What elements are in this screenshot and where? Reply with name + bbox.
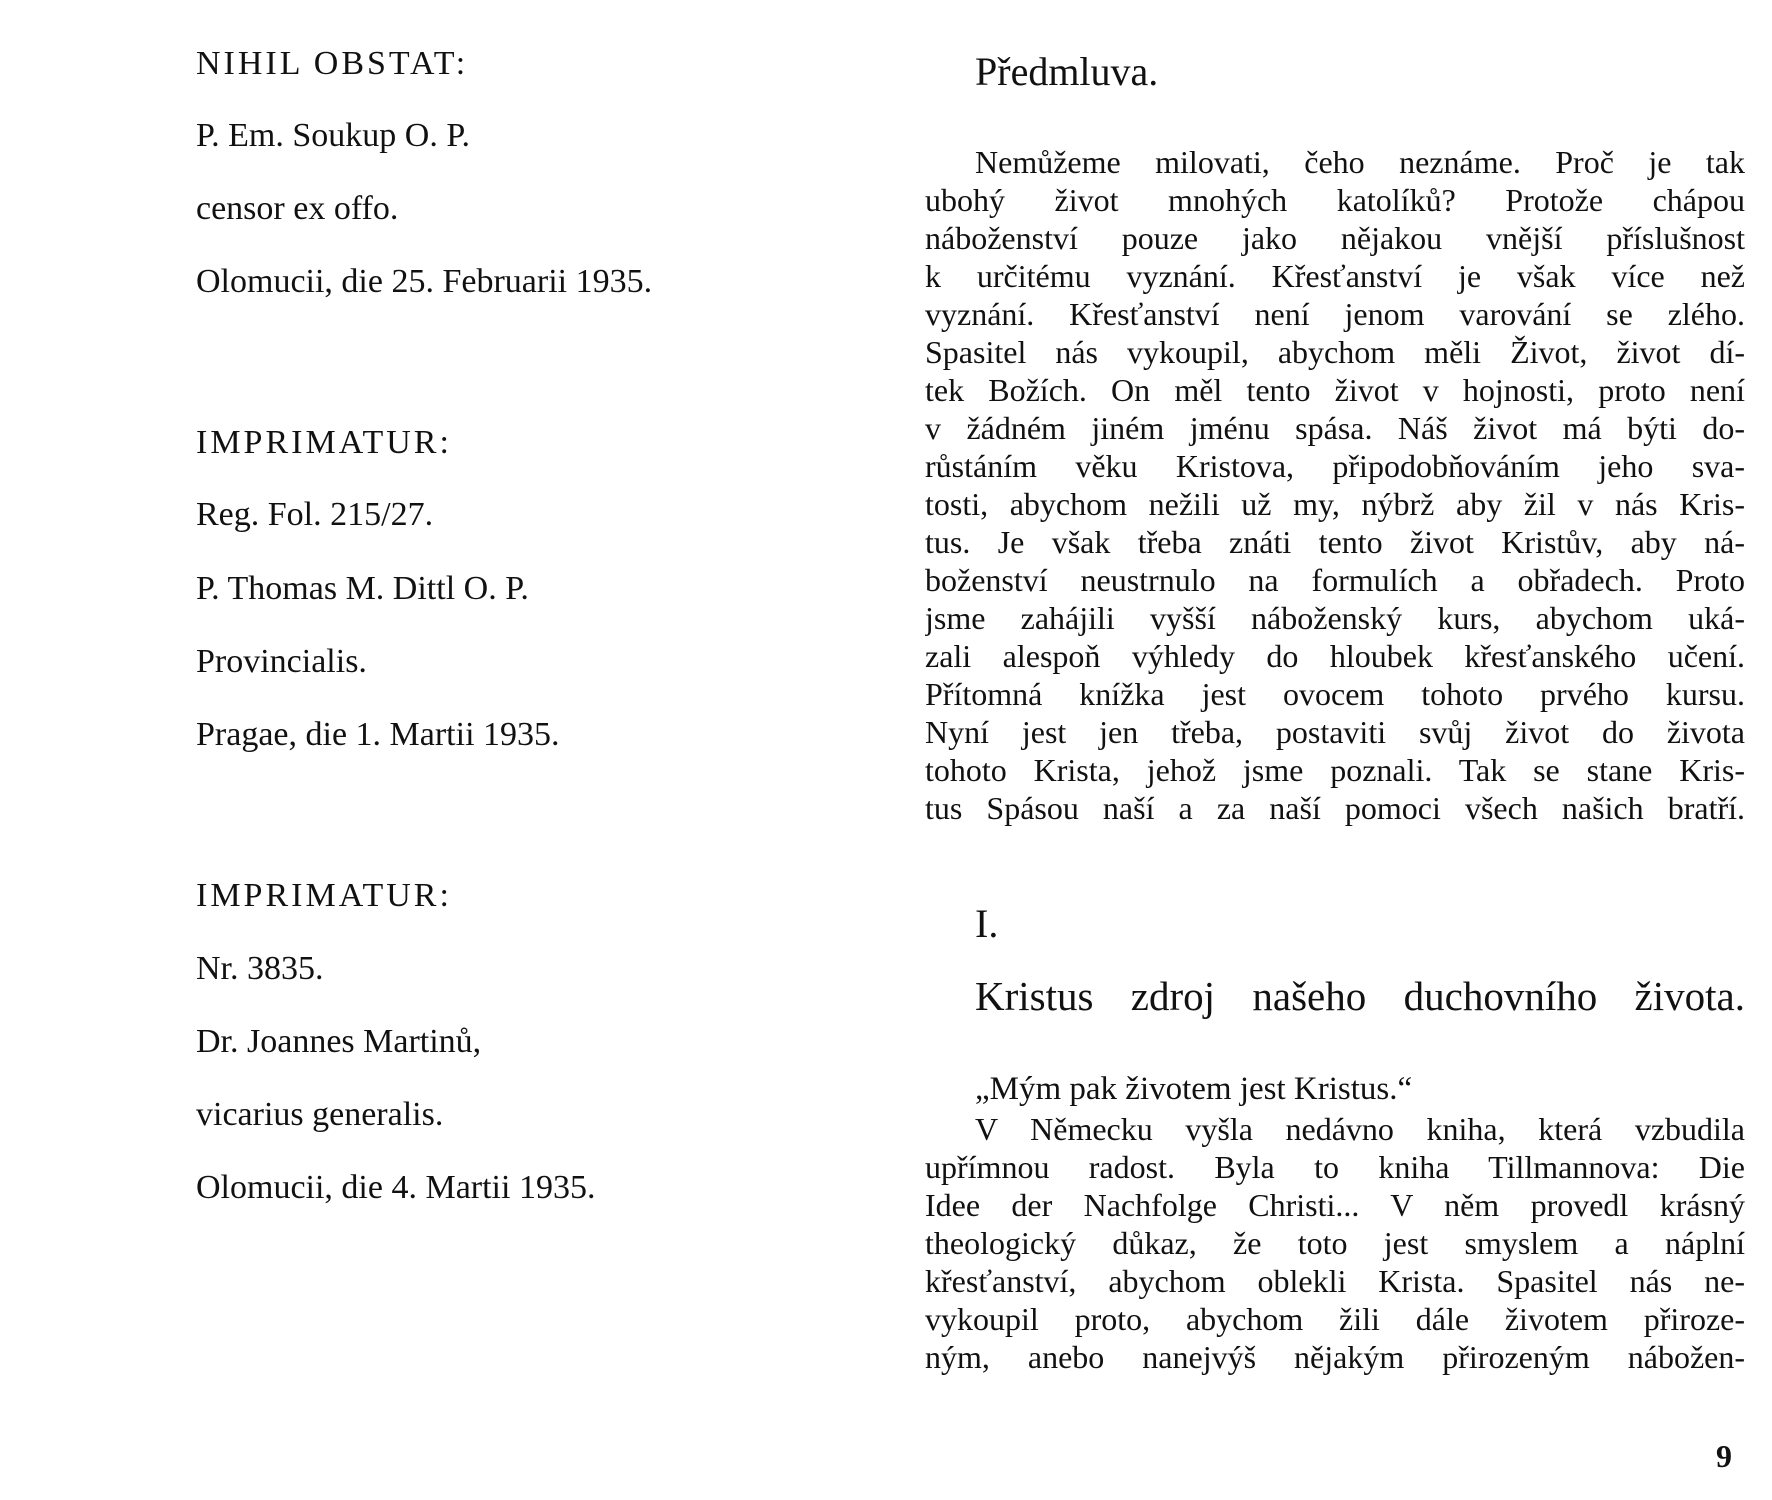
- preface-line: tus Spásou naší a za naší pomoci všech našich bratří.: [925, 790, 1745, 826]
- imprimatur-1-name: P. Thomas M. Dittl O. P.: [196, 570, 529, 607]
- imprimatur-1-role: Provincialis.: [196, 643, 367, 680]
- preface-title: Předmluva.: [975, 49, 1159, 94]
- imprimatur-2-role: vicarius generalis.: [196, 1096, 444, 1133]
- preface-line: Spasitel nás vykoupil, abychom měli Život, život dí-: [925, 334, 1745, 370]
- preface-line: růstáním věku Kristova, připodobňováním jeho sva-: [925, 448, 1745, 484]
- preface-line: náboženství pouze jako nějakou vnější příslušnost: [925, 220, 1745, 256]
- preface-line: vyznání. Křesťanství není jenom varování se zlého.: [925, 296, 1745, 332]
- nihil-obstat-heading: NIHIL OBSTAT:: [196, 45, 469, 82]
- chapter-line: V Německu vyšla nedávno kniha, která vzbudila: [975, 1111, 1745, 1147]
- preface-line: v žádném jiném jménu spása. Náš život má býti do-: [925, 410, 1745, 446]
- nihil-obstat-place-date: Olomucii, die 25. Februarii 1935.: [196, 263, 653, 300]
- imprimatur-2-reg: Nr. 3835.: [196, 950, 324, 987]
- chapter-title: Kristus zdroj našeho duchovního života.: [975, 973, 1745, 1019]
- imprimatur-1-heading: IMPRIMATUR:: [196, 424, 452, 461]
- left-page: [0, 0, 840, 1500]
- imprimatur-2-place-date: Olomucii, die 4. Martii 1935.: [196, 1169, 596, 1206]
- chapter-line: křesťanství, abychom oblekli Krista. Spasitel nás ne-: [925, 1263, 1745, 1299]
- chapter-line: theologický důkaz, že toto jest smyslem a náplní: [925, 1225, 1745, 1261]
- chapter-line: Idee der Nachfolge Christi... V něm provedl krásný: [925, 1187, 1745, 1223]
- preface-text: [925, 143, 1745, 827]
- chapter-line: ným, anebo nanejvýš nějakým přirozeným nábožen-: [925, 1339, 1745, 1375]
- preface-line: tek Božích. On měl tento život v hojnosti, proto není: [925, 372, 1745, 408]
- imprimatur-1-reg: Reg. Fol. 215/27.: [196, 496, 434, 533]
- imprimatur-1-place-date: Pragae, die 1. Martii 1935.: [196, 716, 560, 753]
- preface-line: tohoto Krista, jehož jsme poznali. Tak se stane Kris-: [925, 752, 1745, 788]
- preface-line: zali alespoň výhledy do hloubek křesťanského učení.: [925, 638, 1745, 674]
- chapter-line: upřímnou radost. Byla to kniha Tillmannova: Die: [925, 1149, 1745, 1185]
- censor-role: censor ex offo.: [196, 190, 399, 227]
- chapter-number: I.: [975, 901, 999, 946]
- preface-line: boženství neustrnulo na formulích a obřadech. Proto: [925, 562, 1745, 598]
- imprimatur-2-name: Dr. Joannes Martinů,: [196, 1023, 482, 1060]
- preface-line: ubohý život mnohých katolíků? Protože chápou: [925, 182, 1745, 218]
- chapter-epigraph: „Mým pak životem jest Kristus.“: [975, 1071, 1413, 1107]
- chapter-line: vykoupil proto, abychom žili dále životem přiroze-: [925, 1301, 1745, 1337]
- preface-line: tus. Je však třeba znáti tento život Kristův, aby ná-: [925, 524, 1745, 560]
- page-number: 9: [1716, 1438, 1732, 1474]
- chapter-text: [925, 1110, 1745, 1376]
- preface-line: Nemůžeme milovati, čeho neznáme. Proč je tak: [975, 144, 1745, 180]
- preface-line: Nyní jest jen třeba, postaviti svůj život do života: [925, 714, 1745, 750]
- preface-line: Přítomná knížka jest ovocem tohoto prvého kursu.: [925, 676, 1745, 712]
- preface-line: k určitému vyznání. Křesťanství je však více než: [925, 258, 1745, 294]
- preface-line: tosti, abychom nežili už my, nýbrž aby žil v nás Kris-: [925, 486, 1745, 522]
- imprimatur-2-heading: IMPRIMATUR:: [196, 877, 452, 914]
- preface-line: jsme zahájili vyšší náboženský kurs, abychom uká-: [925, 600, 1745, 636]
- right-page: [925, 0, 1745, 1500]
- censor-name: P. Em. Soukup O. P.: [196, 117, 470, 154]
